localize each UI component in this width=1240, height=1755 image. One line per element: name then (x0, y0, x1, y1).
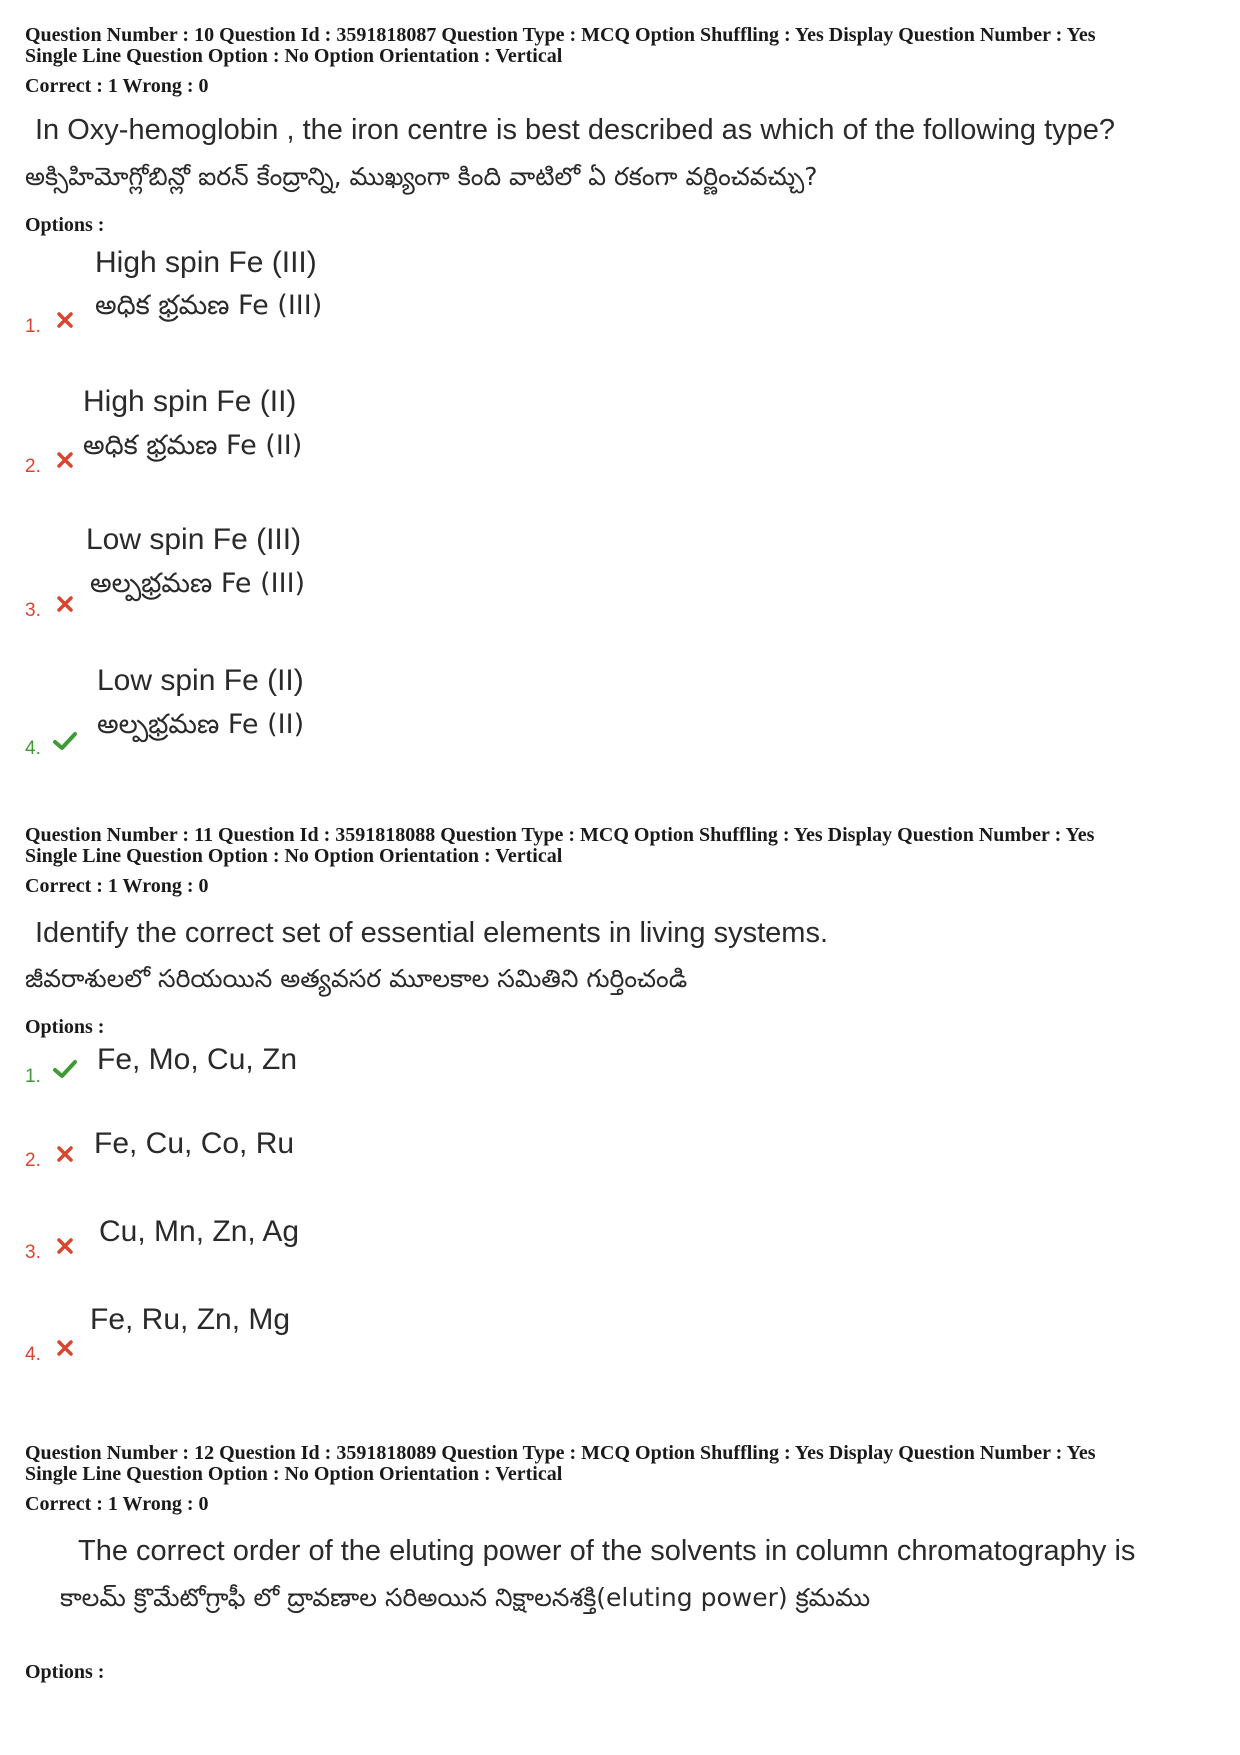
option-number: 4. (25, 1344, 41, 1365)
question-10-options-label: Options : (25, 214, 105, 236)
cross-mark-icon (54, 1144, 76, 1164)
question-10-text-en: In Oxy-hemoglobin , the iron centre is best described as which of the following type? (35, 114, 1116, 146)
option-text-en: Low spin Fe (II) (97, 664, 304, 697)
cross-mark-icon (54, 1236, 76, 1256)
option-number: 4. (25, 738, 41, 759)
option-text-en: Cu, Mn, Zn, Ag (99, 1215, 300, 1248)
check-mark-icon (52, 1058, 78, 1080)
question-12-meta-line1: Question Number : 12 Question Id : 3591818089 Question Type : MCQ Option Shuffling : Yes Display Question Number : Yes (25, 1442, 1096, 1464)
option-text-te: అల్పభ్రమణ Fe (II) (97, 709, 305, 740)
option-number: 3. (25, 1242, 41, 1263)
option-number: 3. (25, 600, 41, 621)
option-text-te: అల్పభ్రమణ Fe (III) (90, 568, 306, 599)
question-12-score: Correct : 1 Wrong : 0 (25, 1493, 209, 1515)
option-text-en: High spin Fe (III) (95, 246, 317, 279)
cross-mark-icon (54, 310, 76, 330)
question-11-meta-line2: Single Line Question Option : No Option Orientation : Vertical (25, 845, 563, 867)
question-10-score: Correct : 1 Wrong : 0 (25, 75, 209, 97)
check-mark-icon (52, 730, 78, 752)
question-11-text-te: జీవరాశులలో సరియయిన అత్యవసర మూలకాల సమితిని గుర్తించండి (25, 964, 688, 993)
question-11-score: Correct : 1 Wrong : 0 (25, 875, 209, 897)
cross-mark-icon (54, 594, 76, 614)
cross-mark-icon (54, 1338, 76, 1358)
question-12-text-en: The correct order of the eluting power of the solvents in column chromatography is (78, 1535, 1136, 1567)
question-12-meta-line2: Single Line Question Option : No Option Orientation : Vertical (25, 1463, 563, 1485)
cross-mark-icon (54, 450, 76, 470)
question-10-meta-line2: Single Line Question Option : No Option Orientation : Vertical (25, 45, 563, 67)
option-number: 2. (25, 1150, 41, 1171)
option-text-en: Fe, Ru, Zn, Mg (90, 1303, 291, 1336)
option-text-en: Fe, Cu, Co, Ru (94, 1127, 295, 1160)
question-11-options-label: Options : (25, 1016, 105, 1038)
option-text-en: High spin Fe (II) (83, 385, 297, 418)
option-text-te: అధిక భ్రమణ Fe (II) (83, 430, 303, 461)
option-text-en: Fe, Mo, Cu, Zn (97, 1043, 298, 1076)
question-11-text-en: Identify the correct set of essential elements in living systems. (35, 917, 829, 949)
option-text-te: అధిక భ్రమణ Fe (III) (95, 290, 323, 321)
question-12-options-label: Options : (25, 1661, 105, 1683)
question-10-meta-line1: Question Number : 10 Question Id : 3591818087 Question Type : MCQ Option Shuffling : Yes Display Question Number : Yes (25, 24, 1096, 46)
option-number: 1. (25, 316, 41, 337)
question-10-text-te: అక్సిహిమోగ్లోబిన్లో ఐరన్ కేంద్రాన్ని, ముఖ్యంగా కింది వాటిలో ఏ రకంగా వర్ణించవచ్చు? (25, 162, 818, 191)
option-number: 2. (25, 456, 41, 477)
option-number: 1. (25, 1066, 41, 1087)
option-text-en: Low spin Fe (III) (86, 523, 302, 556)
question-11-meta-line1: Question Number : 11 Question Id : 3591818088 Question Type : MCQ Option Shuffling : Yes Display Question Number : Yes (25, 824, 1095, 846)
question-12-text-te: కాలమ్ క్రొమేటోగ్రాఫీ లో ద్రావణాల సరిఅయిన నిక్షాలనశక్తి(eluting power) క్రమము (60, 1583, 871, 1612)
